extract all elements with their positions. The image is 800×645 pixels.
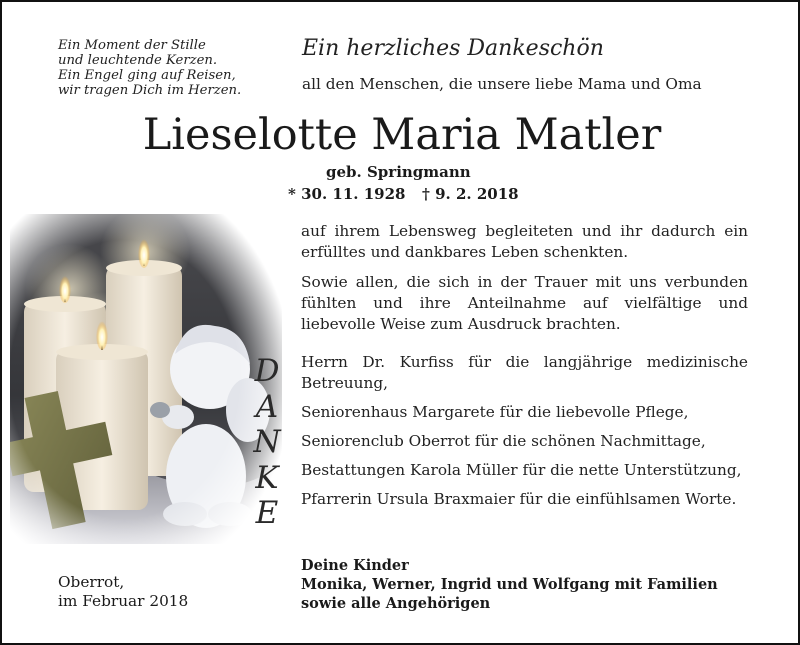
danke-letter: N <box>253 424 281 460</box>
paragraph: Sowie allen, die sich in der Trauer mit uns verbunden fühlten und ihre Anteilnahme auf vielfältige und liebevolle Weise zum Ausdruck brachten. <box>301 273 748 333</box>
list-item: Herrn Dr. Kurfiss für die langjährige medizinische Betreuung, <box>301 353 748 392</box>
family-line: sowie alle Angehörigen <box>301 595 491 612</box>
poem-line: Ein Moment der Stille <box>58 38 206 53</box>
paragraph: auf ihrem Lebensweg begleiteten und ihr dadurch ein erfülltes und dankbares Leben schenkten. <box>301 222 748 261</box>
list-item: Seniorenhaus Margarete für die liebevolle Pflege, <box>301 403 689 421</box>
family-line: Deine Kinder <box>301 557 409 574</box>
family-signature <box>301 556 718 613</box>
thanks-intro: all den Menschen, die unsere liebe Mama und Oma <box>302 75 702 93</box>
thanks-title: Ein herzliches Dankeschön <box>302 36 604 61</box>
birth-date: * 30. 11. 1928 <box>288 185 406 203</box>
poem <box>58 38 258 98</box>
death-date: † 9. 2. 2018 <box>422 185 519 203</box>
danke-letter: K <box>255 459 279 496</box>
maiden-name: geb. Springmann <box>326 163 471 181</box>
family-line: Monika, Werner, Ingrid und Wolfgang mit Familien <box>301 576 718 593</box>
poem-line: und leuchtende Kerzen. <box>58 53 218 68</box>
danke-letter: E <box>255 495 279 531</box>
danke-letter: A <box>255 388 279 425</box>
place-date <box>58 573 188 611</box>
poem-line: wir tragen Dich im Herzen. <box>58 83 242 98</box>
poem-line: Ein Engel ging auf Reisen, <box>58 68 236 83</box>
list-item: Bestattungen Karola Müller für die nette Unterstützung, <box>301 461 742 479</box>
candles-angel-photo <box>10 214 282 544</box>
date: im Februar 2018 <box>58 592 189 610</box>
danke-vertical <box>252 354 282 532</box>
deceased-name: Lieselotte Maria Matler <box>142 110 662 160</box>
danke-letter: D <box>254 353 280 389</box>
list-item: Pfarrerin Ursula Braxmaier für die einfühlsamen Worte. <box>301 490 737 508</box>
place: Oberrot, <box>58 573 125 591</box>
thanks-list <box>301 352 748 518</box>
list-item: Seniorenclub Oberrot für die schönen Nachmittage, <box>301 432 706 450</box>
